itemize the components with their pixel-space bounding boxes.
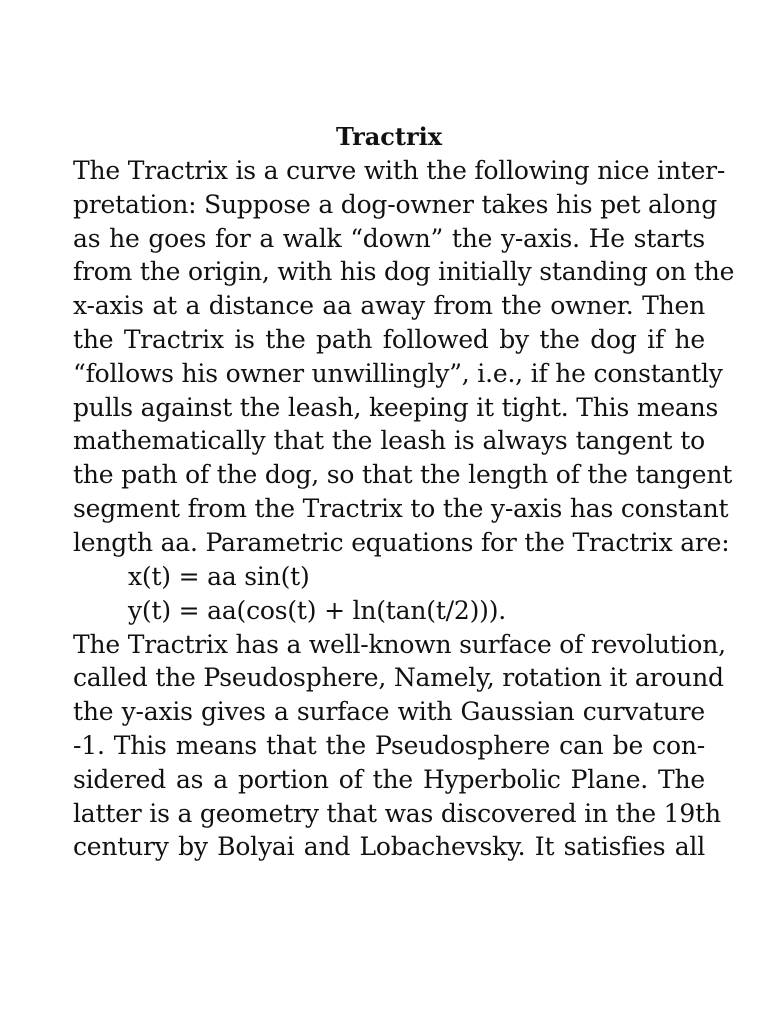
text-line: “follows his owner unwillingly”, i.e., if he constantly	[73, 358, 723, 388]
text-line: segment from the Tractrix to the y-axis has constant	[73, 493, 729, 523]
text-line: the Tractrix is the path followed by the dog if he	[73, 324, 705, 354]
text-line: sidered as a portion of the Hyperbolic Plane. The	[73, 764, 705, 794]
text-line: the path of the dog, so that the length of the tangent	[73, 460, 733, 490]
text-line: x-axis at a distance aa away from the owner. Then	[73, 291, 705, 321]
text-line: length aa. Parametric equations for the Tractrix are:	[73, 527, 730, 557]
text-line: pretation: Suppose a dog-owner takes his pet along	[73, 189, 718, 219]
text-line: the y-axis gives a surface with Gaussian curvature	[73, 697, 705, 727]
equation-y: y(t) = aa(cos(t) + ln(tan(t/2))).	[128, 595, 506, 625]
text-line: as he goes for a walk “down” the y-axis. He starts	[73, 223, 705, 253]
equation-x: x(t) = aa sin(t)	[128, 561, 310, 591]
text-line: from the origin, with his dog initially standing on the	[73, 257, 735, 287]
text-line: -1. This means that the Pseudosphere can be con-	[73, 730, 705, 760]
text-line: The Tractrix is a curve with the following nice inter-	[73, 156, 726, 185]
text-line: The Tractrix has a well-known surface of revolution,	[73, 629, 726, 659]
document-page	[73, 120, 735, 864]
text-line: called the Pseudosphere, Namely, rotation it around	[73, 663, 724, 693]
document-title: Tractrix	[335, 122, 443, 151]
text-line: latter is a geometry that was discovered in the 19th	[73, 798, 721, 828]
text-line: century by Bolyai and Lobachevsky. It satisfies all	[73, 832, 705, 862]
text-line: pulls against the leash, keeping it tight. This means	[73, 392, 719, 422]
paragraph-2	[73, 628, 726, 865]
text-line: mathematically that the leash is always tangent to	[73, 426, 705, 456]
parametric-equations	[73, 560, 705, 628]
paragraph-1	[73, 154, 735, 560]
